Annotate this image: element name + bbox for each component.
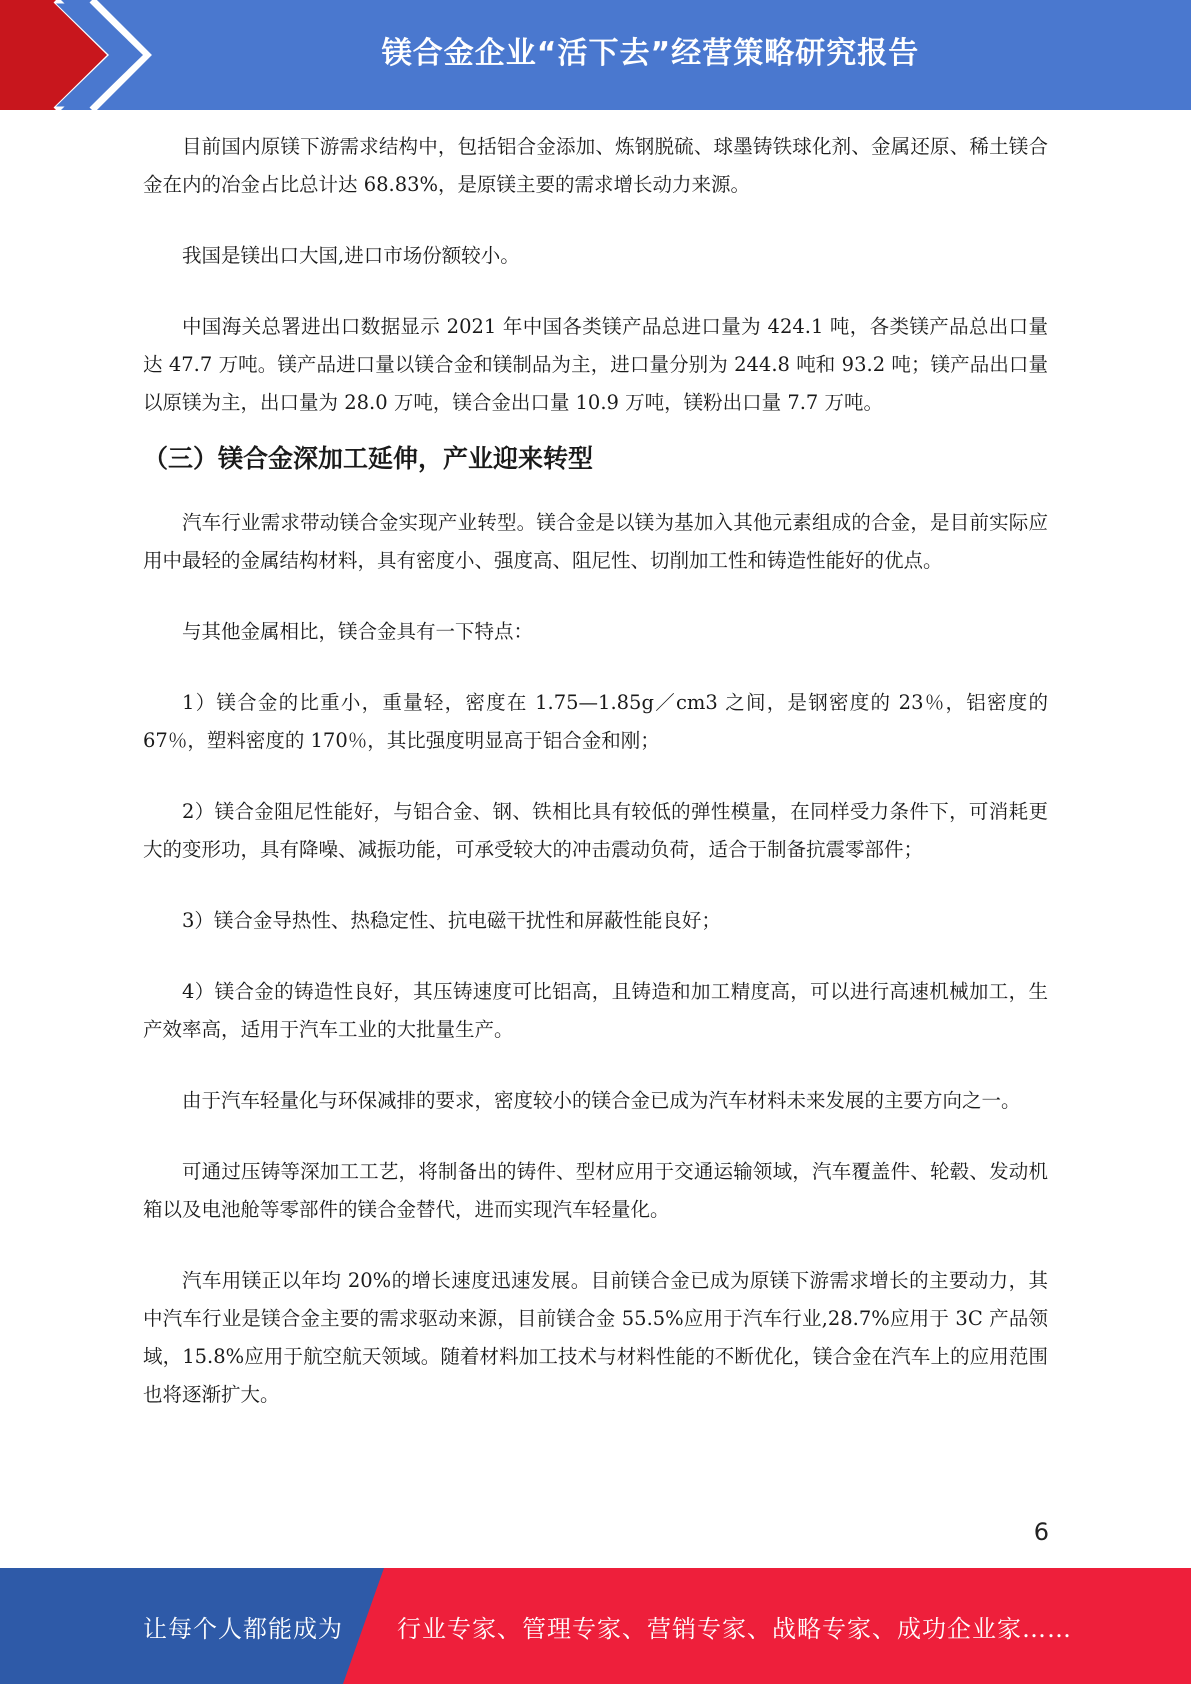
document-body (143, 128, 1048, 1414)
section-heading: （三）镁合金深加工延伸，产业迎来转型 (143, 444, 594, 473)
report-title: 镁合金企业“活下去”经营策略研究报告 (381, 36, 920, 71)
footer-slogan-left: 让每个人都能成为 (143, 1614, 343, 1643)
header-arrow-accent (0, 0, 160, 110)
paragraph: 我国是镁出口大国,进口市场份额较小。 (182, 244, 520, 267)
page-footer (0, 1568, 1191, 1684)
page-header (0, 0, 1191, 110)
list-item: 1）镁合金的比重小，重量轻，密度在 1.75—1.85g／cm3 之间，是钢密度的 23％，铝密度的 67％，塑料密度的 170％，其比强度明显高于铝合金和刚； (143, 691, 1048, 752)
page-number: 6 (1033, 1518, 1049, 1546)
paragraph: 由于汽车轻量化与环保减排的要求，密度较小的镁合金已成为汽车材料未来发展的主要方向之一。 (182, 1089, 1021, 1112)
paragraph: 目前国内原镁下游需求结构中，包括铝合金添加、炼钢脱硫、球墨铸铁球化剂、金属还原、稀土镁合金在内的冶金占比总计达 68.83%，是原镁主要的需求增长动力来源。 (143, 135, 1048, 196)
list-item: 3）镁合金导热性、热稳定性、抗电磁干扰性和屏蔽性能良好； (182, 909, 721, 932)
paragraph: 可通过压铸等深加工工艺，将制备出的铸件、型材应用于交通运输领域，汽车覆盖件、轮毂、发动机箱以及电池舱等零部件的镁合金替代，进而实现汽车轻量化。 (143, 1160, 1048, 1221)
list-item: 2）镁合金阻尼性能好，与铝合金、钢、铁相比具有较低的弹性模量，在同样受力条件下，可消耗更大的变形功，具有降噪、减振功能，可承受较大的冲击震动负荷，适合于制备抗震零部件； (143, 800, 1048, 861)
paragraph: 与其他金属相比，镁合金具有一下特点： (182, 620, 534, 643)
footer-slogan-right: 行业专家、管理专家、营销专家、战略专家、成功企业家…… (397, 1614, 1072, 1643)
paragraph: 中国海关总署进出口数据显示 2021 年中国各类镁产品总进口量为 424.1 吨，各类镁产品总出口量达 47.7 万吨。镁产品进口量以镁合金和镁制品为主，进口量分别为 244.8 吨和 93.2 吨；镁产品出口量以原镁为主，出口量为 28.0 万吨，镁合金出口量 10.9 万吨，镁粉出口量 7.7 万吨。 (143, 315, 1048, 414)
paragraph: 汽车行业需求带动镁合金实现产业转型。镁合金是以镁为基加入其他元素组成的合金，是目前实际应用中最轻的金属结构材料，具有密度小、强度高、阻尼性、切削加工性和铸造性能好的优点。 (143, 511, 1048, 572)
paragraph: 汽车用镁正以年均 20%的增长速度迅速发展。目前镁合金已成为原镁下游需求增长的主要动力，其中汽车行业是镁合金主要的需求驱动来源，目前镁合金 55.5%应用于汽车行业,28.7%应用于 3C 产品领域，15.8%应用于航空航天领域。随着材料加工技术与材料性能的不断优化，镁合金在汽车上的应用范围也将逐渐扩大。 (143, 1269, 1048, 1406)
list-item: 4）镁合金的铸造性良好，其压铸速度可比铝高，且铸造和加工精度高，可以进行高速机械加工，生产效率高，适用于汽车工业的大批量生产。 (143, 980, 1048, 1041)
